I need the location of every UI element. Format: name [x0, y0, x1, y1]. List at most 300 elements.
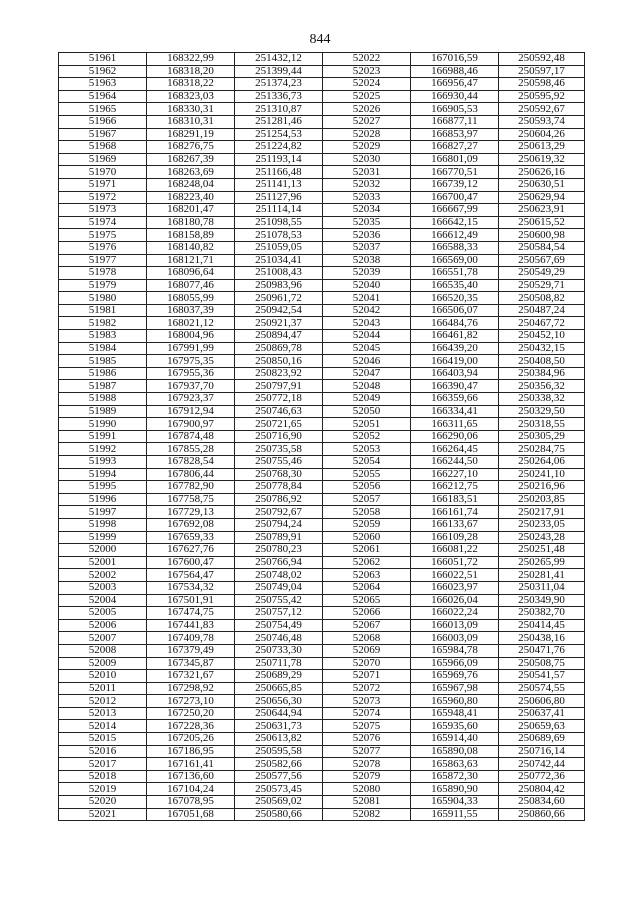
table-cell-point-number: 51993 — [59, 456, 147, 469]
table-cell-y-coordinate: 250689,69 — [499, 733, 585, 746]
table-cell-point-number: 52044 — [323, 330, 411, 343]
table-cell-point-number: 52016 — [59, 745, 147, 758]
table-row — [59, 241, 585, 254]
table-cell-y-coordinate: 250623,91 — [499, 204, 585, 217]
table-row — [59, 783, 585, 796]
table-row — [59, 153, 585, 166]
table-cell-x-coordinate: 167379,49 — [147, 644, 235, 657]
table-cell-point-number: 52080 — [323, 783, 411, 796]
table-cell-point-number: 52029 — [323, 141, 411, 154]
table-cell-x-coordinate: 165911,55 — [411, 808, 499, 821]
table-row — [59, 544, 585, 557]
table-row — [59, 330, 585, 343]
table-row — [59, 745, 585, 758]
table-cell-point-number: 51974 — [59, 216, 147, 229]
table-cell-y-coordinate: 250487,24 — [499, 304, 585, 317]
table-row — [59, 292, 585, 305]
table-cell-point-number: 52037 — [323, 241, 411, 254]
table-cell-x-coordinate: 167250,20 — [147, 707, 235, 720]
table-cell-point-number: 52000 — [59, 544, 147, 557]
table-cell-y-coordinate: 250216,96 — [499, 481, 585, 494]
table-cell-x-coordinate: 166264,45 — [411, 443, 499, 456]
table-cell-point-number: 51990 — [59, 418, 147, 431]
table-cell-y-coordinate: 250432,15 — [499, 342, 585, 355]
table-cell-point-number: 52042 — [323, 304, 411, 317]
table-cell-point-number: 51986 — [59, 367, 147, 380]
table-cell-point-number: 51988 — [59, 393, 147, 406]
table-cell-x-coordinate: 167016,59 — [411, 53, 499, 66]
table-cell-x-coordinate: 165948,41 — [411, 707, 499, 720]
table-cell-x-coordinate: 166801,09 — [411, 153, 499, 166]
table-cell-x-coordinate: 165914,40 — [411, 733, 499, 746]
table-cell-point-number: 52063 — [323, 569, 411, 582]
table-cell-y-coordinate: 250349,90 — [499, 594, 585, 607]
table-row — [59, 317, 585, 330]
table-cell-point-number: 52060 — [323, 531, 411, 544]
table-cell-x-coordinate: 167692,08 — [147, 518, 235, 531]
table-cell-point-number: 51996 — [59, 493, 147, 506]
table-cell-y-coordinate: 250869,78 — [235, 342, 323, 355]
table-cell-x-coordinate: 166109,28 — [411, 531, 499, 544]
table-cell-y-coordinate: 250665,85 — [235, 682, 323, 695]
table-row — [59, 594, 585, 607]
table-cell-point-number: 51975 — [59, 229, 147, 242]
table-cell-x-coordinate: 166133,67 — [411, 518, 499, 531]
table-cell-y-coordinate: 250613,82 — [235, 733, 323, 746]
table-cell-point-number: 52057 — [323, 493, 411, 506]
table-cell-point-number: 52039 — [323, 267, 411, 280]
table-cell-point-number: 51971 — [59, 178, 147, 191]
table-cell-y-coordinate: 250595,58 — [235, 745, 323, 758]
table-cell-point-number: 51964 — [59, 90, 147, 103]
table-cell-y-coordinate: 250711,78 — [235, 657, 323, 670]
table-cell-point-number: 52046 — [323, 355, 411, 368]
table-cell-y-coordinate: 251059,05 — [235, 241, 323, 254]
table-cell-y-coordinate: 250265,99 — [499, 556, 585, 569]
table-cell-y-coordinate: 250630,51 — [499, 178, 585, 191]
table-cell-y-coordinate: 250755,46 — [235, 456, 323, 469]
table-cell-x-coordinate: 166161,74 — [411, 506, 499, 519]
table-row — [59, 53, 585, 66]
table-cell-x-coordinate: 168267,39 — [147, 153, 235, 166]
table-cell-point-number: 51972 — [59, 191, 147, 204]
table-cell-y-coordinate: 250823,92 — [235, 367, 323, 380]
table-cell-x-coordinate: 165960,80 — [411, 695, 499, 708]
table-cell-point-number: 52073 — [323, 695, 411, 708]
table-cell-y-coordinate: 251281,46 — [235, 115, 323, 128]
table-cell-point-number: 52035 — [323, 216, 411, 229]
table-cell-point-number: 52079 — [323, 770, 411, 783]
table-cell-x-coordinate: 166930,44 — [411, 90, 499, 103]
table-row — [59, 632, 585, 645]
table-cell-y-coordinate: 250414,45 — [499, 619, 585, 632]
table-cell-y-coordinate: 250757,12 — [235, 607, 323, 620]
table-row — [59, 90, 585, 103]
table-cell-x-coordinate: 165863,63 — [411, 758, 499, 771]
table-row — [59, 418, 585, 431]
table-cell-y-coordinate: 250217,91 — [499, 506, 585, 519]
table-cell-point-number: 52017 — [59, 758, 147, 771]
table-cell-x-coordinate: 167161,41 — [147, 758, 235, 771]
table-cell-y-coordinate: 250580,66 — [235, 808, 323, 821]
table-cell-point-number: 51999 — [59, 531, 147, 544]
table-cell-x-coordinate: 168201,47 — [147, 204, 235, 217]
table-cell-x-coordinate: 166439,20 — [411, 342, 499, 355]
table-cell-x-coordinate: 167321,67 — [147, 670, 235, 683]
table-cell-point-number: 52072 — [323, 682, 411, 695]
table-cell-x-coordinate: 165890,08 — [411, 745, 499, 758]
table-cell-point-number: 52066 — [323, 607, 411, 620]
table-cell-point-number: 52061 — [323, 544, 411, 557]
table-cell-x-coordinate: 166081,22 — [411, 544, 499, 557]
table-cell-y-coordinate: 250748,02 — [235, 569, 323, 582]
table-cell-x-coordinate: 166739,12 — [411, 178, 499, 191]
table-cell-y-coordinate: 250243,28 — [499, 531, 585, 544]
table-cell-point-number: 52001 — [59, 556, 147, 569]
table-cell-y-coordinate: 250251,48 — [499, 544, 585, 557]
table-row — [59, 808, 585, 821]
table-cell-x-coordinate: 167912,94 — [147, 405, 235, 418]
table-cell-x-coordinate: 165935,60 — [411, 720, 499, 733]
table-cell-x-coordinate: 168310,31 — [147, 115, 235, 128]
table-cell-x-coordinate: 166551,78 — [411, 267, 499, 280]
table-cell-point-number: 52015 — [59, 733, 147, 746]
table-cell-y-coordinate: 250467,72 — [499, 317, 585, 330]
table-cell-point-number: 51977 — [59, 254, 147, 267]
table-cell-point-number: 52026 — [323, 103, 411, 116]
table-cell-y-coordinate: 250755,42 — [235, 594, 323, 607]
table-cell-y-coordinate: 250768,30 — [235, 468, 323, 481]
table-cell-point-number: 52041 — [323, 292, 411, 305]
table-cell-y-coordinate: 250626,16 — [499, 166, 585, 179]
table-cell-x-coordinate: 167729,13 — [147, 506, 235, 519]
table-cell-point-number: 51962 — [59, 65, 147, 78]
table-cell-x-coordinate: 166003,09 — [411, 632, 499, 645]
table-cell-point-number: 51980 — [59, 292, 147, 305]
table-cell-point-number: 52082 — [323, 808, 411, 821]
table-cell-x-coordinate: 167600,47 — [147, 556, 235, 569]
table-cell-y-coordinate: 250541,57 — [499, 670, 585, 683]
table-cell-y-coordinate: 250615,52 — [499, 216, 585, 229]
table-cell-y-coordinate: 250569,02 — [235, 796, 323, 809]
table-cell-y-coordinate: 250656,30 — [235, 695, 323, 708]
table-cell-point-number: 52050 — [323, 405, 411, 418]
table-cell-y-coordinate: 250582,66 — [235, 758, 323, 771]
table-cell-y-coordinate: 250264,06 — [499, 456, 585, 469]
table-row — [59, 115, 585, 128]
table-cell-x-coordinate: 168318,20 — [147, 65, 235, 78]
table-cell-y-coordinate: 250281,41 — [499, 569, 585, 582]
table-cell-y-coordinate: 250778,84 — [235, 481, 323, 494]
table-cell-point-number: 52011 — [59, 682, 147, 695]
table-cell-x-coordinate: 166506,07 — [411, 304, 499, 317]
table-row — [59, 468, 585, 481]
table-cell-y-coordinate: 250961,72 — [235, 292, 323, 305]
table-cell-y-coordinate: 250733,30 — [235, 644, 323, 657]
table-cell-x-coordinate: 166484,76 — [411, 317, 499, 330]
table-cell-x-coordinate: 167409,78 — [147, 632, 235, 645]
table-cell-y-coordinate: 250746,48 — [235, 632, 323, 645]
table-cell-point-number: 52027 — [323, 115, 411, 128]
table-cell-x-coordinate: 167758,75 — [147, 493, 235, 506]
table-cell-x-coordinate: 167828,54 — [147, 456, 235, 469]
table-cell-point-number: 52068 — [323, 632, 411, 645]
table-cell-x-coordinate: 167806,44 — [147, 468, 235, 481]
table-cell-y-coordinate: 250794,24 — [235, 518, 323, 531]
table-cell-point-number: 51983 — [59, 330, 147, 343]
table-cell-x-coordinate: 166334,41 — [411, 405, 499, 418]
table-cell-x-coordinate: 167205,26 — [147, 733, 235, 746]
table-cell-y-coordinate: 251098,55 — [235, 216, 323, 229]
table-cell-x-coordinate: 167186,95 — [147, 745, 235, 758]
table-cell-x-coordinate: 166535,40 — [411, 279, 499, 292]
table-row — [59, 707, 585, 720]
table-cell-x-coordinate: 166569,00 — [411, 254, 499, 267]
table-cell-y-coordinate: 250716,90 — [235, 430, 323, 443]
table-cell-y-coordinate: 250754,49 — [235, 619, 323, 632]
table-cell-point-number: 52049 — [323, 393, 411, 406]
table-cell-point-number: 52006 — [59, 619, 147, 632]
table-cell-x-coordinate: 167627,76 — [147, 544, 235, 557]
table-cell-x-coordinate: 166390,47 — [411, 380, 499, 393]
table-cell-y-coordinate: 250384,96 — [499, 367, 585, 380]
table-cell-x-coordinate: 167345,87 — [147, 657, 235, 670]
table-cell-x-coordinate: 167955,36 — [147, 367, 235, 380]
table-cell-point-number: 51994 — [59, 468, 147, 481]
table-cell-point-number: 52014 — [59, 720, 147, 733]
table-cell-x-coordinate: 168055,99 — [147, 292, 235, 305]
table-cell-y-coordinate: 250471,76 — [499, 644, 585, 657]
table-cell-point-number: 52047 — [323, 367, 411, 380]
table-cell-y-coordinate: 250577,56 — [235, 770, 323, 783]
table-row — [59, 796, 585, 809]
table-cell-y-coordinate: 251374,23 — [235, 78, 323, 91]
table-cell-point-number: 52055 — [323, 468, 411, 481]
table-cell-y-coordinate: 250797,91 — [235, 380, 323, 393]
table-cell-point-number: 52074 — [323, 707, 411, 720]
table-cell-y-coordinate: 250619,32 — [499, 153, 585, 166]
table-cell-point-number: 51992 — [59, 443, 147, 456]
table-cell-y-coordinate: 250804,42 — [499, 783, 585, 796]
table-row — [59, 569, 585, 582]
table-cell-y-coordinate: 251399,44 — [235, 65, 323, 78]
table-row — [59, 581, 585, 594]
table-cell-y-coordinate: 250637,41 — [499, 707, 585, 720]
table-row — [59, 758, 585, 771]
table-cell-y-coordinate: 250721,65 — [235, 418, 323, 431]
table-cell-point-number: 52033 — [323, 191, 411, 204]
table-cell-point-number: 52024 — [323, 78, 411, 91]
table-cell-x-coordinate: 166612,49 — [411, 229, 499, 242]
table-row — [59, 166, 585, 179]
table-cell-point-number: 52028 — [323, 128, 411, 141]
table-cell-x-coordinate: 165872,30 — [411, 770, 499, 783]
table-cell-x-coordinate: 168323,03 — [147, 90, 235, 103]
table-row — [59, 141, 585, 154]
table-cell-y-coordinate: 250508,82 — [499, 292, 585, 305]
table-cell-x-coordinate: 167855,28 — [147, 443, 235, 456]
table-cell-x-coordinate: 166022,24 — [411, 607, 499, 620]
table-cell-point-number: 51997 — [59, 506, 147, 519]
table-cell-y-coordinate: 251078,53 — [235, 229, 323, 242]
table-cell-point-number: 52054 — [323, 456, 411, 469]
table-cell-x-coordinate: 165984,78 — [411, 644, 499, 657]
table-cell-y-coordinate: 250592,67 — [499, 103, 585, 116]
table-cell-point-number: 52025 — [323, 90, 411, 103]
table-row — [59, 644, 585, 657]
table-cell-x-coordinate: 168263,69 — [147, 166, 235, 179]
table-cell-x-coordinate: 166853,97 — [411, 128, 499, 141]
table-cell-y-coordinate: 250595,92 — [499, 90, 585, 103]
table-cell-y-coordinate: 250789,91 — [235, 531, 323, 544]
table-cell-x-coordinate: 166311,65 — [411, 418, 499, 431]
table-cell-point-number: 52078 — [323, 758, 411, 771]
table-cell-y-coordinate: 250746,63 — [235, 405, 323, 418]
table-row — [59, 178, 585, 191]
table-cell-x-coordinate: 166770,51 — [411, 166, 499, 179]
table-cell-point-number: 52020 — [59, 796, 147, 809]
table-cell-y-coordinate: 251127,96 — [235, 191, 323, 204]
table-cell-point-number: 52058 — [323, 506, 411, 519]
table-cell-point-number: 52012 — [59, 695, 147, 708]
table-cell-y-coordinate: 250600,98 — [499, 229, 585, 242]
table-cell-y-coordinate: 250508,75 — [499, 657, 585, 670]
table-cell-point-number: 52019 — [59, 783, 147, 796]
table-row — [59, 493, 585, 506]
table-cell-y-coordinate: 250241,10 — [499, 468, 585, 481]
page-number: 844 — [309, 32, 331, 47]
table-cell-y-coordinate: 250689,29 — [235, 670, 323, 683]
table-row — [59, 191, 585, 204]
table-cell-y-coordinate: 250792,67 — [235, 506, 323, 519]
table-cell-point-number: 52051 — [323, 418, 411, 431]
table-cell-point-number: 52045 — [323, 342, 411, 355]
table-cell-x-coordinate: 168121,71 — [147, 254, 235, 267]
table-row — [59, 405, 585, 418]
table-cell-x-coordinate: 166359,66 — [411, 393, 499, 406]
table-row — [59, 380, 585, 393]
table-cell-y-coordinate: 250894,47 — [235, 330, 323, 343]
table-cell-point-number: 52043 — [323, 317, 411, 330]
table-cell-point-number: 51963 — [59, 78, 147, 91]
table-cell-point-number: 52038 — [323, 254, 411, 267]
table-row — [59, 531, 585, 544]
table-row — [59, 443, 585, 456]
table-cell-y-coordinate: 251114,14 — [235, 204, 323, 217]
table-row — [59, 204, 585, 217]
table-row — [59, 229, 585, 242]
table-cell-point-number: 51987 — [59, 380, 147, 393]
table-cell-point-number: 52059 — [323, 518, 411, 531]
table-cell-y-coordinate: 250749,04 — [235, 581, 323, 594]
table-cell-point-number: 51998 — [59, 518, 147, 531]
table-cell-y-coordinate: 250772,36 — [499, 770, 585, 783]
table-cell-point-number: 52064 — [323, 581, 411, 594]
table-cell-x-coordinate: 167874,48 — [147, 430, 235, 443]
table-cell-y-coordinate: 251432,12 — [235, 53, 323, 66]
table-cell-x-coordinate: 166419,00 — [411, 355, 499, 368]
table-cell-point-number: 52009 — [59, 657, 147, 670]
table-cell-x-coordinate: 166013,09 — [411, 619, 499, 632]
table-cell-point-number: 52081 — [323, 796, 411, 809]
table-cell-point-number: 51973 — [59, 204, 147, 217]
table-cell-point-number: 51976 — [59, 241, 147, 254]
table-cell-y-coordinate: 250604,26 — [499, 128, 585, 141]
table-cell-x-coordinate: 168077,46 — [147, 279, 235, 292]
table-cell-point-number: 51966 — [59, 115, 147, 128]
table-row — [59, 304, 585, 317]
table-cell-y-coordinate: 250766,94 — [235, 556, 323, 569]
table-cell-x-coordinate: 168158,89 — [147, 229, 235, 242]
table-cell-y-coordinate: 250860,66 — [499, 808, 585, 821]
table-cell-x-coordinate: 166988,46 — [411, 65, 499, 78]
table-cell-x-coordinate: 167273,10 — [147, 695, 235, 708]
table-cell-y-coordinate: 250408,50 — [499, 355, 585, 368]
table-cell-y-coordinate: 250529,71 — [499, 279, 585, 292]
table-row — [59, 682, 585, 695]
table-cell-point-number: 51969 — [59, 153, 147, 166]
table-cell-x-coordinate: 166227,10 — [411, 468, 499, 481]
table-row — [59, 216, 585, 229]
table-cell-point-number: 51970 — [59, 166, 147, 179]
table-cell-point-number: 52004 — [59, 594, 147, 607]
table-cell-x-coordinate: 165966,09 — [411, 657, 499, 670]
table-cell-y-coordinate: 251166,48 — [235, 166, 323, 179]
table-cell-y-coordinate: 250284,75 — [499, 443, 585, 456]
table-cell-y-coordinate: 251193,14 — [235, 153, 323, 166]
table-cell-y-coordinate: 250318,55 — [499, 418, 585, 431]
table-cell-x-coordinate: 165969,76 — [411, 670, 499, 683]
table-cell-point-number: 52008 — [59, 644, 147, 657]
table-cell-x-coordinate: 166905,53 — [411, 103, 499, 116]
table-cell-point-number: 52010 — [59, 670, 147, 683]
table-row — [59, 254, 585, 267]
table-cell-y-coordinate: 250659,63 — [499, 720, 585, 733]
table-cell-point-number: 52003 — [59, 581, 147, 594]
table-cell-y-coordinate: 250772,18 — [235, 393, 323, 406]
table-cell-x-coordinate: 166022,51 — [411, 569, 499, 582]
table-cell-y-coordinate: 250629,94 — [499, 191, 585, 204]
table-cell-x-coordinate: 166023,97 — [411, 581, 499, 594]
table-cell-point-number: 52018 — [59, 770, 147, 783]
table-cell-x-coordinate: 168021,12 — [147, 317, 235, 330]
table-cell-point-number: 51982 — [59, 317, 147, 330]
table-cell-point-number: 51989 — [59, 405, 147, 418]
table-cell-x-coordinate: 166051,72 — [411, 556, 499, 569]
table-row — [59, 430, 585, 443]
table-cell-point-number: 52048 — [323, 380, 411, 393]
table-cell-point-number: 52023 — [323, 65, 411, 78]
table-cell-point-number: 52052 — [323, 430, 411, 443]
table-cell-x-coordinate: 166290,06 — [411, 430, 499, 443]
table-cell-x-coordinate: 167501,91 — [147, 594, 235, 607]
table-cell-point-number: 52053 — [323, 443, 411, 456]
table-row — [59, 342, 585, 355]
table-row — [59, 103, 585, 116]
table-cell-y-coordinate: 250631,73 — [235, 720, 323, 733]
table-cell-point-number: 52005 — [59, 607, 147, 620]
table-cell-x-coordinate: 166700,47 — [411, 191, 499, 204]
table-row — [59, 355, 585, 368]
table-cell-x-coordinate: 166956,47 — [411, 78, 499, 91]
table-cell-point-number: 52022 — [323, 53, 411, 66]
table-row — [59, 456, 585, 469]
table-cell-y-coordinate: 250598,46 — [499, 78, 585, 91]
table-cell-x-coordinate: 165890,90 — [411, 783, 499, 796]
table-cell-x-coordinate: 168037,39 — [147, 304, 235, 317]
table-cell-x-coordinate: 166827,27 — [411, 141, 499, 154]
table-cell-point-number: 52067 — [323, 619, 411, 632]
